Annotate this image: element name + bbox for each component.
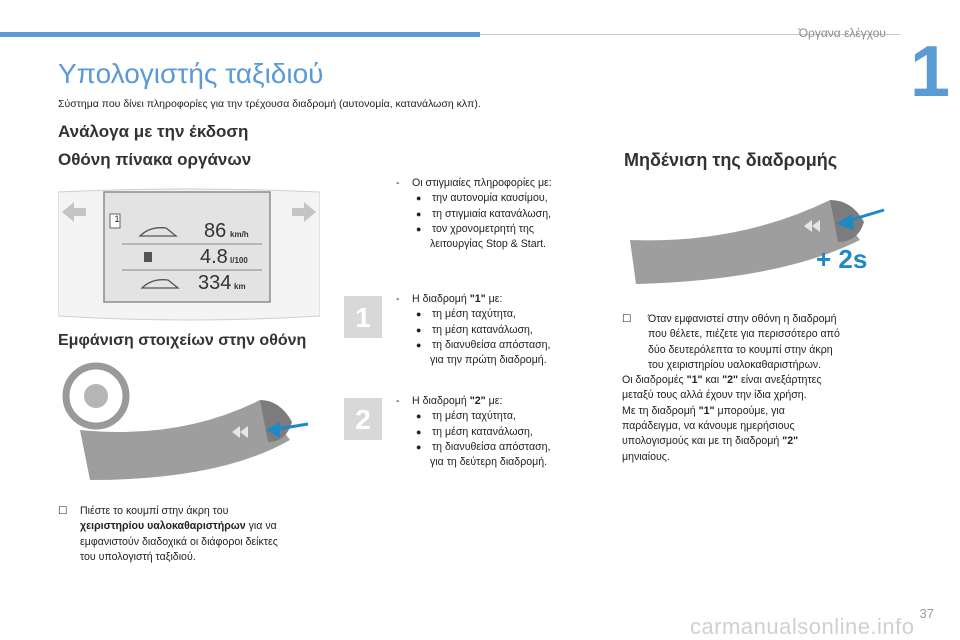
wiper-stalk-illustration <box>60 360 320 490</box>
trip-1-marker: 1 <box>344 296 382 338</box>
heading-version: Ανάλογα με την έκδοση <box>58 122 249 141</box>
heading-show-data: Εμφάνιση στοιχείων στην οθόνη <box>58 332 307 349</box>
display-range: 334 <box>198 272 232 294</box>
display-speed-unit: km/h <box>230 230 249 239</box>
page-subtitle: Σύστημα που δίνει πληροφορίες για την τρέχουσα διαδρομή (αυτονομία, κατανάλωση κλπ). <box>58 98 481 110</box>
list-item: ● την αυτονομία καυσίμου, <box>414 191 616 206</box>
heading-instrument-screen: Οθόνη πίνακα οργάνων <box>58 150 252 169</box>
trip-1-block: - Η διαδρομή "1" με: ● τη μέση ταχύτητα, ● τη μέση κατανάλωση, ● τη διανυθείσα απόσταση, για την πρώτη διαδρομή. <box>396 292 616 368</box>
chapter-title: Όργανα ελέγχου <box>798 26 886 40</box>
page-number: 37 <box>919 606 934 621</box>
display-consumption-unit: l/100 <box>230 256 248 265</box>
list-item: ● τη μέση ταχύτητα, <box>414 409 616 424</box>
trip-tab: 1 <box>114 214 120 224</box>
list-item-continuation: για την πρώτη διαδρομή. <box>430 354 547 367</box>
list-item: ● τη μέση κατανάλωση, <box>414 425 616 440</box>
watermark: carmanualsonline.info <box>690 614 915 639</box>
list-item: ● τον χρονομετρητή της <box>414 222 616 237</box>
heading-trip-reset: Μηδένιση της διαδρομής <box>624 150 838 170</box>
trip-2-block: - Η διαδρομή "2" με: ● τη μέση ταχύτητα, ● τη μέση κατανάλωση, ● τη διανυθείσα απόσταση, για τη δεύτερη διαδρομή. <box>396 394 616 470</box>
hold-2s-badge: + 2s <box>816 244 868 274</box>
list-item: ● τη στιγμιαία κατανάλωση, <box>414 207 616 222</box>
display-range-unit: km <box>234 282 246 291</box>
instant-info-block: - Οι στιγμιαίες πληροφορίες με: ● την αυτονομία καυσίμου, ● τη στιγμιαία κατανάλωση, ● τον χρονομετρητή της λειτουργίας Stop & Start. <box>396 176 616 252</box>
trip-2-marker: 2 <box>344 398 382 440</box>
list-item: ● τη διανυθείσα απόσταση, <box>414 440 616 455</box>
display-consumption: 4.8 <box>200 246 228 268</box>
checkbox-icon: ☐ <box>58 505 68 517</box>
checkbox-icon: ☐ <box>622 313 632 325</box>
page-title: Υπολογιστής ταξιδιού <box>58 58 324 89</box>
list-item: ● τη μέση κατανάλωση, <box>414 323 616 338</box>
chapter-number: 1 <box>909 32 951 112</box>
instrument-panel-illustration <box>58 186 320 324</box>
list-item: ● τη μέση ταχύτητα, <box>414 307 616 322</box>
list-item-continuation: για τη δεύτερη διαδρομή. <box>430 456 548 469</box>
list-item: ● τη διανυθείσα απόσταση, <box>414 338 616 353</box>
reset-instruction: ☐ Όταν εμφανιστεί στην οθόνη η διαδρομή που θέλετε, πιέζετε για περισσότερο από δύο δευτερόλεπτα το κουμπί στην άκρη του χειριστηρίου υαλοκαθαριστήρων. Οι διαδρομές "1" και "2" είναι ανεξάρτητες μεταξύ τους αλλά έχουν την ίδια χρήση. Με τη διαδρομή "1" μπορούμε, για παράδειγμα, να κάνουμε ημερήσιους υπολογισμούς και με τη διαδρομή "2" μηνιαίους. <box>622 313 840 463</box>
header-accent-bar <box>0 32 480 37</box>
press-instruction: ☐ Πιέστε το κουμπί στην άκρη του χειριστηρίου υαλοκαθαριστήρων για να εμφανιστούν διαδοχικά οι διάφοροι δείκτες του υπολογιστή ταξιδιού. <box>58 505 278 563</box>
list-item-continuation: λειτουργίας Stop & Start. <box>430 238 547 251</box>
display-speed: 86 <box>204 220 227 242</box>
